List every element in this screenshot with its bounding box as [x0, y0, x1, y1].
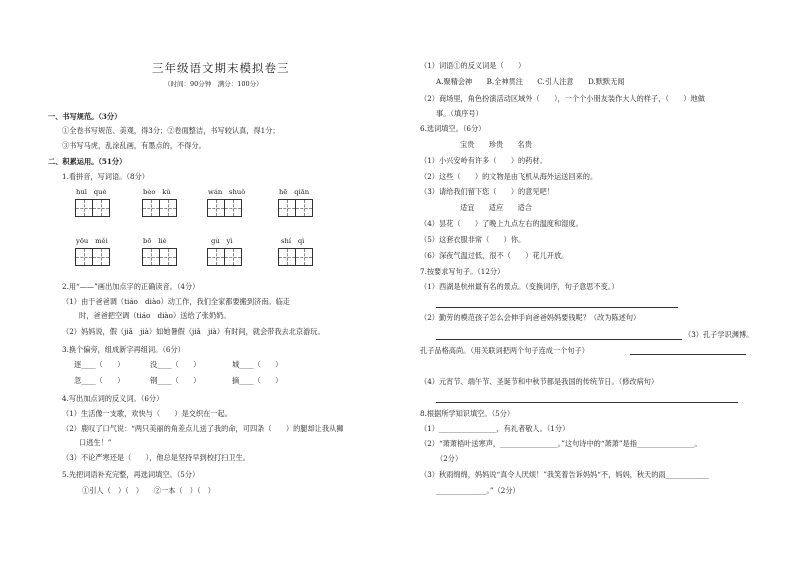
q2-prompt: 2.用“——”画出加点字的正确读音。（4分） — [62, 282, 200, 291]
q7-item-4: （4）元宵节、端午节、圣诞节和中秋节都是我国的传统节日。（修改病句） — [420, 377, 659, 386]
pinyin-8: shí qì — [281, 237, 305, 245]
q5-sub-1: （1）词语①的反义词是（ ） — [420, 61, 526, 70]
q4-item-3: （3）不论严寒还是（ ），他总是坚持早到校打扫卫生。 — [62, 453, 250, 462]
pinyin-4: hē qiān — [279, 188, 310, 196]
q8-prompt: 8.根据所学知识填空。（5分） — [420, 409, 515, 418]
write-grid-7[interactable] — [207, 248, 241, 266]
q8-item-3: （3）秋雨绵绵，妈妈说“真令人厌烦！”我笑着告诉妈妈“不，妈妈，秋天的雨____________ — [420, 470, 709, 479]
pinyin-6: bō liè — [143, 237, 167, 245]
section-1-heading: 一、书写规范。（3分） — [48, 112, 122, 121]
q3-r2-2: 钢____（ ） — [150, 376, 201, 385]
q4-item-2b: 口逃生！” — [79, 438, 112, 447]
q6-item-4: （4）昙花（ ）了晚上九点左右的温度和湿度。 — [420, 219, 583, 228]
q7-item-1: （1）西湖是杭州最有名的景点。（变换词序，句子意思不变。） — [420, 282, 619, 291]
q7-answer-line-1[interactable] — [436, 307, 678, 308]
q5-sub-2b: 事。（填序号） — [436, 109, 483, 118]
section-1-rule-2: ③书写马虎，乱涂乱画，有墨点的，不得分。 — [62, 141, 206, 150]
q3-r2-1: 忽____（ ） — [74, 376, 125, 385]
q7-answer-line-3[interactable] — [630, 354, 746, 355]
exam-info: （时间：90分钟 满分：100分） — [164, 80, 263, 88]
q2-item-1b: 时，爸爸把空调（tiáo diào）送给了张奶奶。 — [79, 311, 231, 320]
q7-item-3b: 孔子品格高尚。（用关联词把两个句子连成一个句子） — [420, 346, 589, 355]
q4-item-2a: （2）鹿叹了口气说：“两只美丽的角差点儿送了我的命，可四条（ ）的腿却让我从狮 — [62, 424, 344, 433]
q3-r2-3: 摘____（ ） — [232, 376, 283, 385]
q3-r1-1: 逐____（ ） — [74, 360, 125, 369]
write-grid-1[interactable] — [75, 199, 109, 217]
pinyin-1: huī què — [76, 188, 107, 196]
q3-prompt: 3.换个偏旁，组成新字再组词。（6分） — [62, 345, 185, 354]
pinyin-3: wán shuǒ — [208, 188, 246, 196]
q8-item-2b: （2分） — [436, 454, 463, 463]
q5-sub-2a: （2）商场里，角色扮演活动区域外（ ），一个个小朋友装作大人的样子，（ ）地做 — [420, 94, 705, 103]
write-grid-2[interactable] — [142, 199, 176, 217]
q5-sub-1-options: A.聚精会神 B.全神贯注 C.引人注意 D.默默无闻 — [436, 77, 625, 86]
q7-answer-line-4[interactable] — [436, 402, 738, 403]
write-grid-4[interactable] — [278, 199, 312, 217]
q7-item-2: （2）勤劳的模范孩子怎么会伸手向爸爸妈妈要钱呢？（改为陈述句） — [420, 313, 641, 322]
write-grid-8[interactable] — [278, 248, 312, 266]
q2-item-2: （2）妈妈说，假（jiǎ jià）如她暑假（jiǎ jià）有时间，就会带我去北京游玩。 — [62, 327, 325, 336]
pinyin-2: bèo kǔ — [143, 188, 171, 196]
section-2-heading: 二、积累运用。（51分） — [48, 157, 127, 166]
q3-r1-3: 城____（ ） — [232, 360, 283, 369]
q7-prompt: 7.按要求写句子。（12分） — [420, 267, 505, 276]
q4-prompt: 4.写出加点词的反义词。（6分） — [62, 394, 164, 403]
write-grid-6[interactable] — [142, 248, 176, 266]
q6-item-6: （6）深夜气温过低，很不（ ）花儿开放。 — [420, 251, 569, 260]
q4-item-1: （1）生活像一支歌，欢快与（ ）是交织在一起。 — [62, 409, 232, 418]
q8-item-2: （2）“萧萧梧叶送寒声，________________。”这句诗中的“萧萧”是指________________。 — [420, 439, 702, 448]
q6-prompt: 6.选词填空。（6分） — [420, 124, 486, 133]
section-1-rule-1: ①全卷书写规范、美观，得3分；②卷面整洁，书写较认真，得1分； — [62, 126, 280, 135]
q8-item-1: （1）________________，有礼者敬人。（1分） — [420, 424, 570, 433]
q6-item-5: （5）这套衣服非常（ ）你。 — [420, 235, 526, 244]
pinyin-5: yōu měi — [76, 237, 108, 245]
q5-prompt: 5.先把词语补充完整，再选词填空。（5分） — [62, 470, 200, 479]
q7-answer-line-2[interactable] — [436, 339, 682, 340]
q5-items: ①引人（ ）（ ） ②一本（ ）（ ） — [82, 486, 215, 495]
q7-item-3a: （3）孔子学识渊博。 — [684, 330, 754, 339]
q6-item-1: （1）小兴安岭有许多（ ）的药材。 — [420, 156, 547, 165]
pinyin-7: gù yì — [211, 237, 233, 245]
q3-r1-2: 没____（ ） — [150, 360, 201, 369]
write-grid-5[interactable] — [75, 248, 109, 266]
write-grid-3[interactable] — [207, 199, 241, 217]
q1-prompt: 1.看拼音，写词语。（8分） — [62, 172, 149, 181]
q6-item-3: （3）请给我们留下您（ ）的意见吧！ — [420, 187, 554, 196]
q8-item-3b: ______________。”（2分） — [436, 486, 520, 495]
q6-word-bank-1: 宝贵 珍贵 名贵 — [460, 140, 532, 149]
q2-item-1a: （1）由于爸爸调（tiáo diào）动工作，我们全家都要搬到济南。临走 — [62, 297, 290, 306]
q6-word-bank-2: 适宜 适应 适合 — [460, 203, 532, 212]
q6-item-2: （2）这些（ ）的文物是由飞机从海外运送回来的。 — [420, 172, 598, 181]
page-title: 三年级语文期末模拟卷三 — [152, 61, 290, 75]
